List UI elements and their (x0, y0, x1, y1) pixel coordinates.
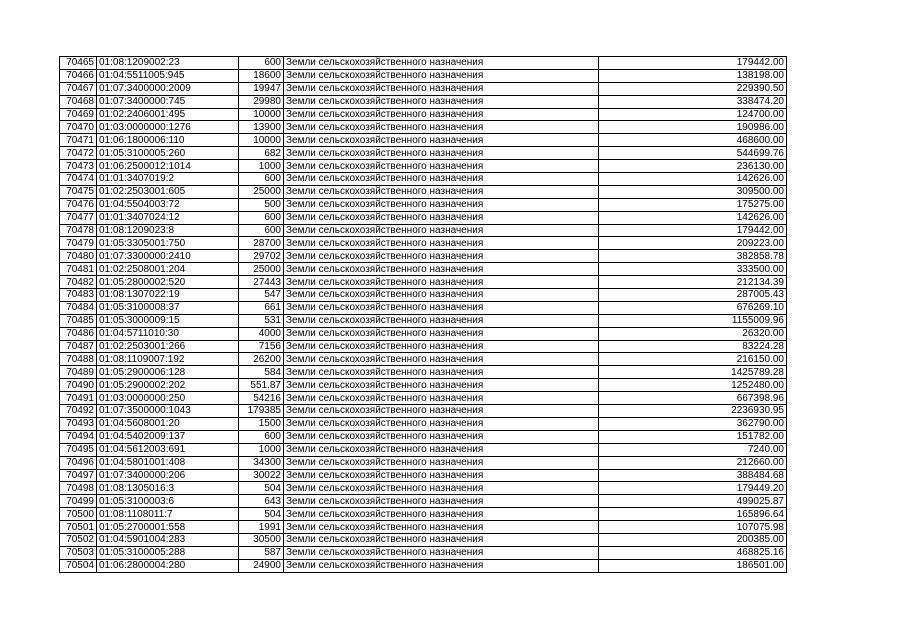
cadastral-number-cell: 01:05:2900006:128 (97, 366, 239, 379)
table-row (60, 289, 787, 302)
area-cell: 54216 (239, 392, 284, 405)
cadastral-value-cell: 151782.00 (599, 430, 787, 443)
table-row (60, 533, 787, 546)
cadastral-value-cell: 667398.96 (599, 392, 787, 405)
land-category-cell: Земли сельскохозяйственного назначения (284, 508, 599, 521)
row-id-cell: 70489 (60, 366, 97, 379)
cadastral-number-cell: 01:02:2508001:204 (97, 263, 239, 276)
area-cell: 504 (239, 508, 284, 521)
table-body (60, 57, 787, 573)
table-row (60, 57, 787, 70)
cadastral-number-cell: 01:07:3300000:2410 (97, 250, 239, 263)
cadastral-number-cell: 01:06:2500012:1014 (97, 160, 239, 173)
row-id-cell: 70502 (60, 533, 97, 546)
land-category-cell: Земли сельскохозяйственного назначения (284, 250, 599, 263)
area-cell: 27443 (239, 276, 284, 289)
cadastral-number-cell: 01:05:3305001:750 (97, 237, 239, 250)
cadastral-value-cell: 544699.76 (599, 147, 787, 160)
land-category-cell: Земли сельскохозяйственного назначения (284, 469, 599, 482)
area-cell: 551.87 (239, 379, 284, 392)
land-category-cell: Земли сельскохозяйственного назначения (284, 314, 599, 327)
row-id-cell: 70496 (60, 456, 97, 469)
table-row (60, 160, 787, 173)
cadastral-value-cell: 209223.00 (599, 237, 787, 250)
area-cell: 13900 (239, 121, 284, 134)
land-category-cell: Земли сельскохозяйственного назначения (284, 69, 599, 82)
cadastral-number-cell: 01:05:2700001:558 (97, 521, 239, 534)
table-row (60, 366, 787, 379)
row-id-cell: 70498 (60, 482, 97, 495)
row-id-cell: 70475 (60, 185, 97, 198)
table-row (60, 392, 787, 405)
cadastral-number-cell: 01:05:3100003:6 (97, 495, 239, 508)
land-category-cell: Земли сельскохозяйственного назначения (284, 340, 599, 353)
cadastral-number-cell: 01:08:1307022:19 (97, 289, 239, 302)
cadastral-value-cell: 388484.68 (599, 469, 787, 482)
cadastral-value-cell: 175275.00 (599, 198, 787, 211)
cadastral-number-cell: 01:04:5801001:408 (97, 456, 239, 469)
cadastral-number-cell: 01:05:3100005:288 (97, 546, 239, 559)
row-id-cell: 70500 (60, 508, 97, 521)
area-cell: 531 (239, 314, 284, 327)
area-cell: 600 (239, 173, 284, 186)
cadastral-number-cell: 01:04:5511005:945 (97, 69, 239, 82)
cadastral-value-cell: 338474.20 (599, 95, 787, 108)
table-row (60, 276, 787, 289)
cadastral-number-cell: 01:04:5901004:283 (97, 533, 239, 546)
table-row (60, 108, 787, 121)
area-cell: 682 (239, 147, 284, 160)
land-category-cell: Земли сельскохозяйственного назначения (284, 57, 599, 70)
area-cell: 7156 (239, 340, 284, 353)
cadastral-value-cell: 676269.10 (599, 301, 787, 314)
row-id-cell: 70477 (60, 211, 97, 224)
row-id-cell: 70465 (60, 57, 97, 70)
area-cell: 584 (239, 366, 284, 379)
row-id-cell: 70474 (60, 173, 97, 186)
area-cell: 26200 (239, 353, 284, 366)
row-id-cell: 70491 (60, 392, 97, 405)
row-id-cell: 70484 (60, 301, 97, 314)
land-category-cell: Земли сельскохозяйственного назначения (284, 379, 599, 392)
cadastral-number-cell: 01:07:3400000:745 (97, 95, 239, 108)
land-category-cell: Земли сельскохозяйственного назначения (284, 237, 599, 250)
land-category-cell: Земли сельскохозяйственного назначения (284, 366, 599, 379)
row-id-cell: 70479 (60, 237, 97, 250)
table-row (60, 417, 787, 430)
row-id-cell: 70483 (60, 289, 97, 302)
area-cell: 18600 (239, 69, 284, 82)
land-category-cell: Земли сельскохозяйственного назначения (284, 121, 599, 134)
land-category-cell: Земли сельскохозяйственного назначения (284, 198, 599, 211)
cadastral-number-cell: 01:04:5608001:20 (97, 417, 239, 430)
row-id-cell: 70473 (60, 160, 97, 173)
area-cell: 1500 (239, 417, 284, 430)
table-row (60, 430, 787, 443)
area-cell: 1991 (239, 521, 284, 534)
table-row (60, 95, 787, 108)
cadastral-number-cell: 01:05:2900002:202 (97, 379, 239, 392)
table-row (60, 495, 787, 508)
table-row (60, 185, 787, 198)
cadastral-number-cell: 01:05:2800002:520 (97, 276, 239, 289)
land-category-cell: Земли сельскохозяйственного назначения (284, 443, 599, 456)
cadastral-value-cell: 107075.98 (599, 521, 787, 534)
land-category-cell: Земли сельскохозяйственного назначения (284, 134, 599, 147)
land-category-cell: Земли сельскохозяйственного назначения (284, 211, 599, 224)
cadastral-value-cell: 287005.43 (599, 289, 787, 302)
row-id-cell: 70488 (60, 353, 97, 366)
row-id-cell: 70466 (60, 69, 97, 82)
cadastral-value-cell: 138198.00 (599, 69, 787, 82)
table-row (60, 469, 787, 482)
cadastral-value-cell: 179449.20 (599, 482, 787, 495)
land-category-cell: Земли сельскохозяйственного назначения (284, 559, 599, 572)
row-id-cell: 70497 (60, 469, 97, 482)
table-row (60, 250, 787, 263)
cadastral-value-cell: 165896.64 (599, 508, 787, 521)
cadastral-number-cell: 01:04:5504003:72 (97, 198, 239, 211)
cadastral-number-cell: 01:05:3000009:15 (97, 314, 239, 327)
row-id-cell: 70503 (60, 546, 97, 559)
table-row (60, 379, 787, 392)
cadastral-number-cell: 01:06:1800006:110 (97, 134, 239, 147)
land-category-cell: Земли сельскохозяйственного назначения (284, 263, 599, 276)
cadastral-number-cell: 01:03:0000000:1276 (97, 121, 239, 134)
row-id-cell: 70467 (60, 82, 97, 95)
area-cell: 25000 (239, 185, 284, 198)
row-id-cell: 70499 (60, 495, 97, 508)
cadastral-value-cell: 190986.00 (599, 121, 787, 134)
cadastral-number-cell: 01:07:3500000:1043 (97, 405, 239, 418)
row-id-cell: 70472 (60, 147, 97, 160)
area-cell: 547 (239, 289, 284, 302)
land-category-cell: Земли сельскохозяйственного назначения (284, 108, 599, 121)
row-id-cell: 70485 (60, 314, 97, 327)
cadastral-value-cell: 124700.00 (599, 108, 787, 121)
table-row (60, 237, 787, 250)
land-category-cell: Земли сельскохозяйственного назначения (284, 289, 599, 302)
cadastral-value-cell: 468600.00 (599, 134, 787, 147)
row-id-cell: 70478 (60, 224, 97, 237)
cadastral-number-cell: 01:08:1108011:7 (97, 508, 239, 521)
area-cell: 500 (239, 198, 284, 211)
cadastral-value-cell: 309500.00 (599, 185, 787, 198)
cadastral-number-cell: 01:06:2800004:280 (97, 559, 239, 572)
table-row (60, 82, 787, 95)
row-id-cell: 70487 (60, 340, 97, 353)
cadastral-number-cell: 01:02:2406001:495 (97, 108, 239, 121)
row-id-cell: 70468 (60, 95, 97, 108)
area-cell: 28700 (239, 237, 284, 250)
row-id-cell: 70480 (60, 250, 97, 263)
table-row (60, 314, 787, 327)
area-cell: 4000 (239, 327, 284, 340)
cadastral-number-cell: 01:02:2503001:605 (97, 185, 239, 198)
cadastral-value-cell: 186501.00 (599, 559, 787, 572)
row-id-cell: 70481 (60, 263, 97, 276)
table-row (60, 456, 787, 469)
cadastral-value-cell: 1425789.28 (599, 366, 787, 379)
cadastral-number-cell: 01:05:3100005:260 (97, 147, 239, 160)
cadastral-value-cell: 1252480.00 (599, 379, 787, 392)
area-cell: 19947 (239, 82, 284, 95)
land-category-cell: Земли сельскохозяйственного назначения (284, 546, 599, 559)
row-id-cell: 70494 (60, 430, 97, 443)
cadastral-value-cell: 362790.00 (599, 417, 787, 430)
table-row (60, 521, 787, 534)
cadastral-number-cell: 01:07:3400000:206 (97, 469, 239, 482)
row-id-cell: 70486 (60, 327, 97, 340)
row-id-cell: 70492 (60, 405, 97, 418)
land-category-cell: Земли сельскохозяйственного назначения (284, 456, 599, 469)
land-category-cell: Земли сельскохозяйственного назначения (284, 147, 599, 160)
area-cell: 29702 (239, 250, 284, 263)
area-cell: 643 (239, 495, 284, 508)
area-cell: 10000 (239, 134, 284, 147)
cadastral-value-cell: 212660.00 (599, 456, 787, 469)
cadastral-value-cell: 229390.50 (599, 82, 787, 95)
row-id-cell: 70482 (60, 276, 97, 289)
cadastral-value-cell: 26320.00 (599, 327, 787, 340)
land-category-cell: Земли сельскохозяйственного назначения (284, 173, 599, 186)
table-row (60, 198, 787, 211)
land-category-cell: Земли сельскохозяйственного назначения (284, 301, 599, 314)
cadastral-value-cell: 1155009.96 (599, 314, 787, 327)
cadastral-value-cell: 236130.00 (599, 160, 787, 173)
row-id-cell: 70470 (60, 121, 97, 134)
land-category-cell: Земли сельскохозяйственного назначения (284, 82, 599, 95)
land-category-cell: Земли сельскохозяйственного назначения (284, 224, 599, 237)
cadastral-number-cell: 01:08:1109007:192 (97, 353, 239, 366)
land-registry-table (59, 56, 787, 573)
land-category-cell: Земли сельскохозяйственного назначения (284, 392, 599, 405)
land-category-cell: Земли сельскохозяйственного назначения (284, 430, 599, 443)
table-row (60, 443, 787, 456)
cadastral-value-cell: 142626.00 (599, 173, 787, 186)
table-row (60, 134, 787, 147)
table-row (60, 405, 787, 418)
area-cell: 600 (239, 224, 284, 237)
land-category-cell: Земли сельскохозяйственного назначения (284, 353, 599, 366)
cadastral-number-cell: 01:03:0000000:250 (97, 392, 239, 405)
land-category-cell: Земли сельскохозяйственного назначения (284, 327, 599, 340)
area-cell: 587 (239, 546, 284, 559)
area-cell: 600 (239, 57, 284, 70)
area-cell: 10000 (239, 108, 284, 121)
cadastral-number-cell: 01:07:3400000:2009 (97, 82, 239, 95)
row-id-cell: 70490 (60, 379, 97, 392)
document-page (59, 56, 787, 573)
land-category-cell: Земли сельскохозяйственного назначения (284, 276, 599, 289)
row-id-cell: 70476 (60, 198, 97, 211)
cadastral-value-cell: 212134.39 (599, 276, 787, 289)
cadastral-value-cell: 216150.00 (599, 353, 787, 366)
cadastral-value-cell: 2236930.95 (599, 405, 787, 418)
cadastral-number-cell: 01:01:3407019:2 (97, 173, 239, 186)
land-category-cell: Земли сельскохозяйственного назначения (284, 482, 599, 495)
row-id-cell: 70493 (60, 417, 97, 430)
table-row (60, 211, 787, 224)
row-id-cell: 70495 (60, 443, 97, 456)
row-id-cell: 70501 (60, 521, 97, 534)
land-category-cell: Земли сельскохозяйственного назначения (284, 160, 599, 173)
table-row (60, 69, 787, 82)
table-row (60, 147, 787, 160)
area-cell: 34300 (239, 456, 284, 469)
cadastral-value-cell: 179442.00 (599, 57, 787, 70)
cadastral-number-cell: 01:08:1209002:23 (97, 57, 239, 70)
cadastral-number-cell: 01:08:1305016:3 (97, 482, 239, 495)
land-category-cell: Земли сельскохозяйственного назначения (284, 521, 599, 534)
table-row (60, 121, 787, 134)
land-category-cell: Земли сельскохозяйственного назначения (284, 533, 599, 546)
area-cell: 600 (239, 211, 284, 224)
cadastral-value-cell: 83224.28 (599, 340, 787, 353)
cadastral-number-cell: 01:04:5711010:30 (97, 327, 239, 340)
cadastral-value-cell: 468825.16 (599, 546, 787, 559)
area-cell: 24900 (239, 559, 284, 572)
area-cell: 1000 (239, 160, 284, 173)
cadastral-value-cell: 200385.00 (599, 533, 787, 546)
table-row (60, 224, 787, 237)
area-cell: 179385 (239, 405, 284, 418)
row-id-cell: 70469 (60, 108, 97, 121)
table-row (60, 340, 787, 353)
cadastral-value-cell: 142626.00 (599, 211, 787, 224)
cadastral-number-cell: 01:04:5612003:691 (97, 443, 239, 456)
cadastral-value-cell: 333500.00 (599, 263, 787, 276)
table-row (60, 559, 787, 572)
table-row (60, 263, 787, 276)
land-category-cell: Земли сельскохозяйственного назначения (284, 185, 599, 198)
cadastral-number-cell: 01:01:3407024:12 (97, 211, 239, 224)
cadastral-value-cell: 499025.87 (599, 495, 787, 508)
cadastral-number-cell: 01:02:2503001:266 (97, 340, 239, 353)
table-row (60, 482, 787, 495)
table-row (60, 353, 787, 366)
table-row (60, 173, 787, 186)
cadastral-number-cell: 01:04:5402009:137 (97, 430, 239, 443)
row-id-cell: 70504 (60, 559, 97, 572)
area-cell: 600 (239, 430, 284, 443)
table-row (60, 327, 787, 340)
land-category-cell: Земли сельскохозяйственного назначения (284, 417, 599, 430)
land-category-cell: Земли сельскохозяйственного назначения (284, 405, 599, 418)
area-cell: 1000 (239, 443, 284, 456)
area-cell: 504 (239, 482, 284, 495)
table-row (60, 546, 787, 559)
area-cell: 30022 (239, 469, 284, 482)
cadastral-value-cell: 382858.78 (599, 250, 787, 263)
row-id-cell: 70471 (60, 134, 97, 147)
land-category-cell: Земли сельскохозяйственного назначения (284, 95, 599, 108)
area-cell: 661 (239, 301, 284, 314)
cadastral-value-cell: 179442.00 (599, 224, 787, 237)
table-row (60, 508, 787, 521)
cadastral-number-cell: 01:08:1209023:8 (97, 224, 239, 237)
cadastral-number-cell: 01:05:3100008:37 (97, 301, 239, 314)
land-category-cell: Земли сельскохозяйственного назначения (284, 495, 599, 508)
area-cell: 30500 (239, 533, 284, 546)
table-row (60, 301, 787, 314)
area-cell: 25000 (239, 263, 284, 276)
area-cell: 29980 (239, 95, 284, 108)
cadastral-value-cell: 7240.00 (599, 443, 787, 456)
